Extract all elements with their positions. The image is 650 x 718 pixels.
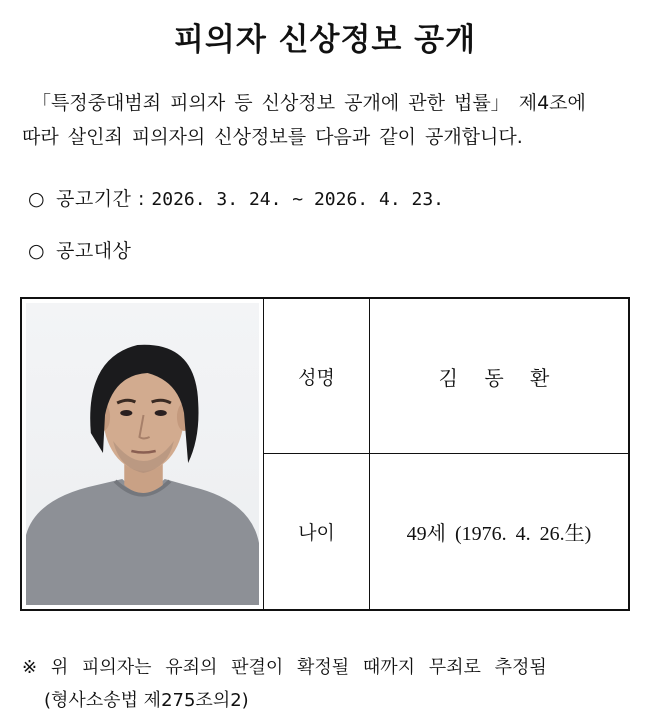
age-value: 49세 (1976. 4. 26.生) — [406, 523, 592, 545]
bullet-circle-icon: ○ — [28, 240, 46, 262]
bullet-circle-icon: ○ — [28, 188, 46, 210]
value-column — [370, 299, 628, 609]
suspect-info-table — [20, 297, 630, 611]
legal-reference: (형사소송법 제275조의2) — [44, 690, 249, 711]
photo-cell — [22, 299, 264, 609]
notice-text: 위 피의자는 유죄의 판결이 확정될 때까지 무죄로 추정됨 — [50, 657, 547, 678]
target-label: 공고대상 — [56, 240, 132, 262]
presumption-notice — [22, 653, 637, 679]
age-label: 나이 — [298, 522, 335, 544]
period-item — [28, 184, 444, 211]
page-title: 피의자 신상정보 공개 — [173, 22, 477, 58]
name-value: 김 동 환 — [370, 299, 628, 454]
name-label: 성명 — [264, 299, 369, 454]
intro-line-2: 따라 살인죄 피의자의 신상정보를 다음과 같이 공개합니다. — [22, 126, 523, 148]
label-column — [264, 299, 370, 609]
person-silhouette-icon — [26, 303, 259, 605]
target-item — [28, 236, 131, 263]
period-value: 2026. 3. 24. ~ 2026. 4. 23. — [151, 189, 445, 210]
intro-line-1: 「특정중대범죄 피의자 등 신상정보 공개에 관한 법률」 제4조에 — [32, 92, 586, 114]
reference-mark-icon: ※ — [22, 657, 38, 678]
intro-paragraph — [22, 86, 634, 154]
suspect-photo — [26, 303, 259, 605]
period-label: 공고기간 : — [56, 188, 145, 210]
